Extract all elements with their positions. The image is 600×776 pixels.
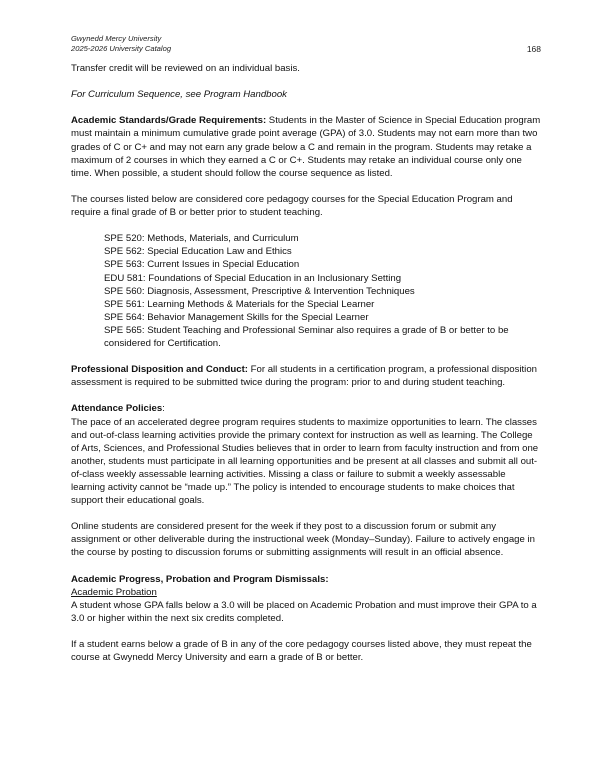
attendance-heading: Attendance Policies: [71, 403, 163, 415]
course-item: SPE 563: Current Issues in Special Education: [104, 259, 300, 271]
curriculum-note: For Curriculum Sequence, see Program Handbook: [71, 89, 287, 101]
online-attendance-text: Online students are considered present for the week if they post to a discussion forum or submit any assignment or other deliverable during the instructional week (Monday–Sunday). Failure to actively engage in the course by posting to discussion forums or submitting assignments will result in an official absence.: [71, 521, 535, 559]
course-item: EDU 581: Foundations of Special Education in an Inclusionary Setting: [104, 272, 402, 284]
disposition-heading: Professional Disposition and Conduct:: [71, 364, 248, 376]
standards-paragraph: [71, 114, 541, 179]
course-item: SPE 560: Diagnosis, Assessment, Prescriptive & Intervention Techniques: [104, 285, 415, 297]
disposition-text: For all students in a certification program, a professional disposition assessment is required to be submitted twice during the program: prior to and during student teaching.: [71, 364, 537, 389]
attendance-colon: :: [162, 403, 165, 415]
repeat-text: If a student earns below a grade of B in any of the core pedagogy courses listed above, they must repeat the course at Gwynedd Mercy University and earn a grade of B or better.: [71, 639, 532, 664]
progress-heading: Academic Progress, Probation and Program Dismissals:: [71, 573, 329, 585]
header-catalog: 2025-2026 University Catalog: [71, 44, 172, 53]
probation-text: A student whose GPA falls below a 3.0 will be placed on Academic Probation and must improve their GPA to a 3.0 or higher within the next six credits completed.: [71, 599, 537, 624]
course-item: SPE 564: Behavior Management Skills for the Special Learner: [104, 311, 369, 323]
catalog-page: [71, 34, 541, 664]
probation-subheading: Academic Probation: [71, 586, 157, 598]
attendance-heading-line: [71, 402, 541, 415]
disposition-paragraph: [71, 363, 541, 389]
page-number: 168: [526, 44, 541, 54]
standards-heading: Academic Standards/Grade Requirements:: [71, 115, 267, 127]
core-intro: The courses listed below are considered core pedagogy courses for the Special Education Program and require a final grade of B or better prior to student teaching.: [71, 193, 513, 219]
header-institution: Gwynedd Mercy University: [71, 34, 162, 43]
standards-text: Students in the Master of Science in Special Education program must maintain a minimum cumulative grade point average (GPA) of 3.0. Students may not earn more than two grades of C or C+ and may not earn any grade below a C and remain in the program. Students may retake a maximum of 2 courses in which they earned a C or C+. Students may retake an individual course only one time. When possible, a student should follow the course sequence as listed.: [71, 115, 541, 179]
course-item: SPE 562: Special Education Law and Ethics: [104, 246, 292, 258]
page-header: [71, 34, 541, 54]
course-item: SPE 561: Learning Methods & Materials for the Special Learner: [104, 298, 375, 310]
transfer-text: Transfer credit will be reviewed on an individual basis.: [71, 63, 300, 74]
course-item: SPE 565: Student Teaching and Professional Seminar also requires a grade of B or better to be considered for Certification.: [104, 324, 509, 349]
course-item: SPE 520: Methods, Materials, and Curriculum: [104, 233, 299, 245]
course-list: [71, 232, 541, 350]
attendance-text: The pace of an accelerated degree program requires students to maximize opportunities to learn. The classes and out-of-class learning activities provide the primary context for instruction as well as learning. The College of Arts, Sciences, and Professional Studies believes that in order to learn from faculty instruction and from one another, students must participate in all learning opportunities and be present at all classes and submit all out-of-class weekly assessable learning activities. Missing a class or failure to submit a weekly assessable learning activity cannot be “made up.” The policy is intended to encourage students to make choices that support their educational goals.: [71, 416, 539, 507]
